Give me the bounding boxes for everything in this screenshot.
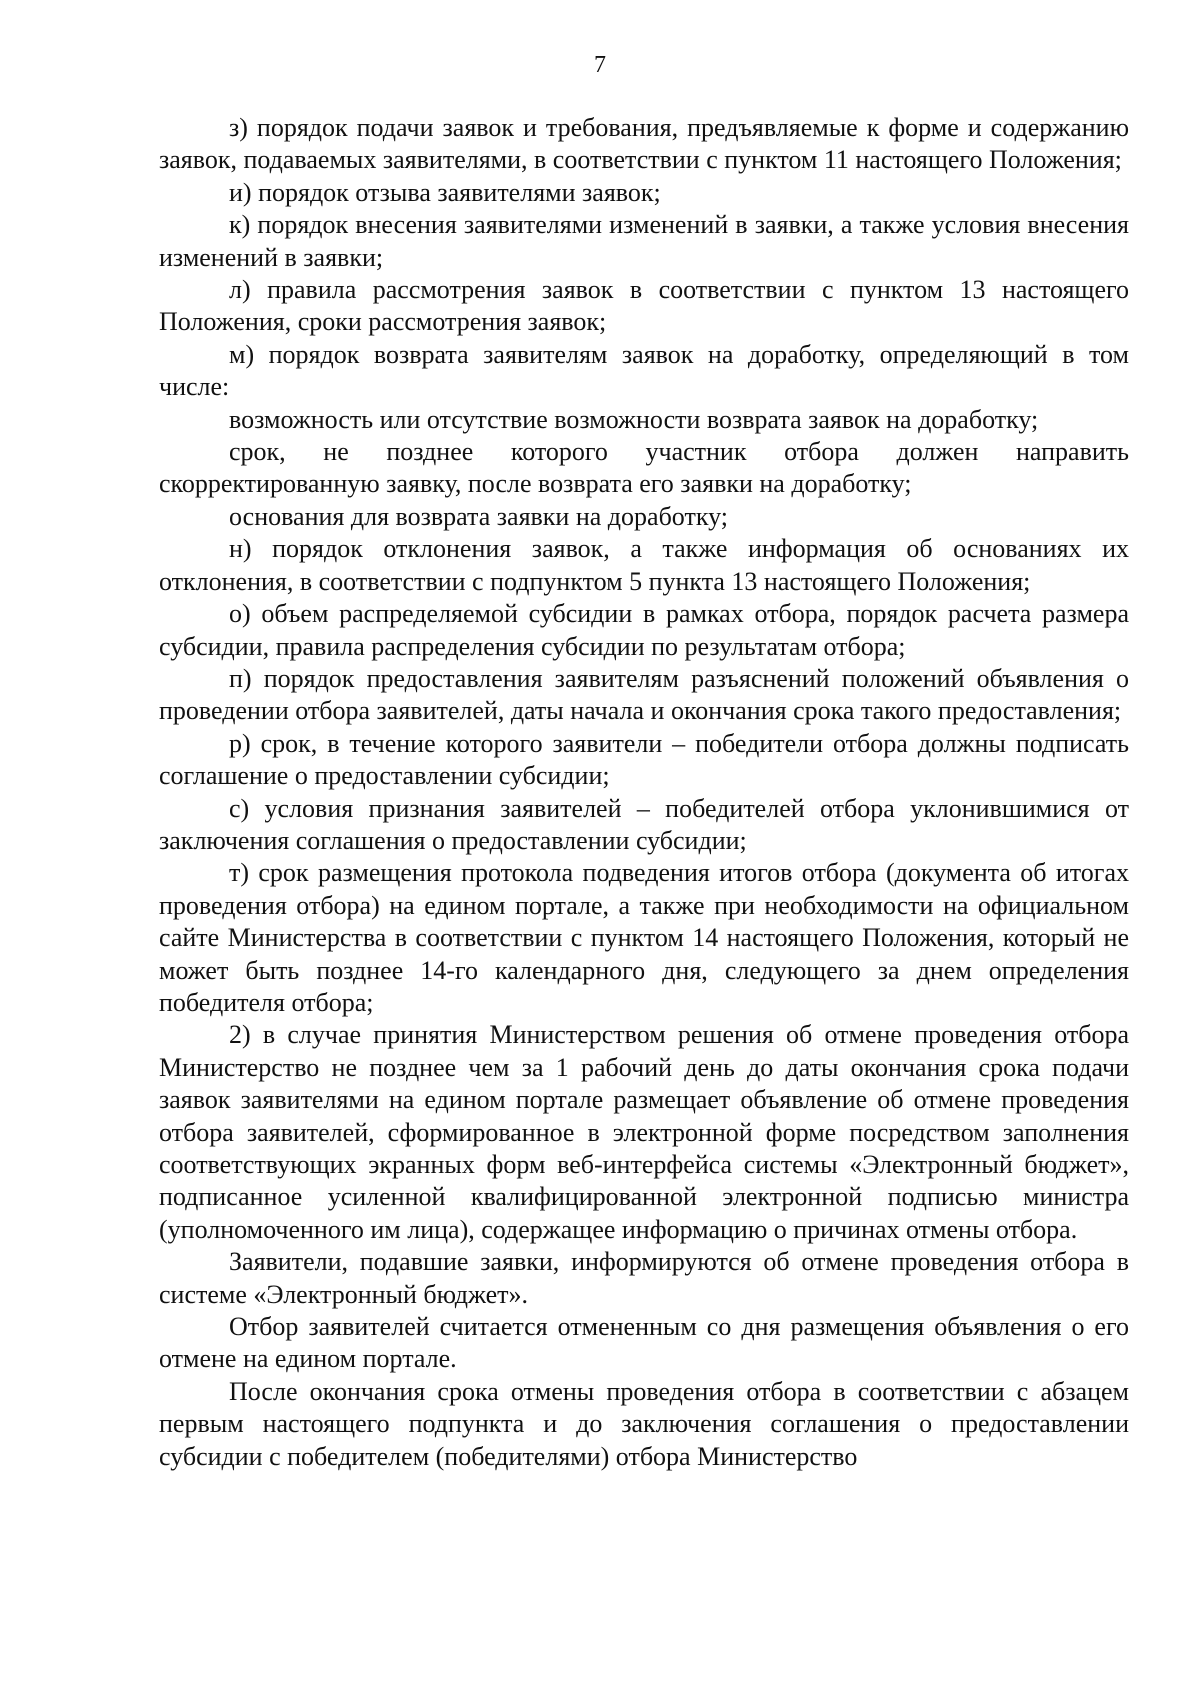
paragraph-selection-cancelled: Отбор заявителей считается отмененным со дня размещения объявления о его отмене на едином портале. (159, 1312, 1129, 1374)
paragraph-p: п) порядок предоставления заявителям разъяснений положений объявления о проведении отбора заявителей, даты начала и окончания срока такого предоставления; (159, 663, 1129, 726)
document-body (159, 112, 1129, 1473)
paragraph-t: т) срок размещения протокола подведения итогов отбора (документа об итогах проведения отбора) на едином портале, а также при необходимости на официальном сайте Министерства в соответствии с пунктом 14 настоящего Положения, который не может быть позднее 14-го календарного дня, следующего за днем определения победителя отбора; (159, 858, 1129, 1017)
paragraph-after-cancellation: После окончания срока отмены проведения отбора в соответствии с абзацем первым настоящего подпункта и до заключения соглашения о предоставлении субсидии с победителем (победителями) отбора Министерство (159, 1376, 1129, 1471)
paragraph-m-possibility: возможность или отсутствие возможности возврата заявок на доработку; (229, 404, 1039, 434)
paragraph-o: о) объем распределяемой субсидии в рамках отбора, порядок расчета размера субсидии, правила распределения субсидии по результатам отбора; (159, 599, 1129, 661)
paragraph-l: л) правила рассмотрения заявок в соответствии с пунктом 13 настоящего Положения, сроки рассмотрения заявок; (159, 275, 1129, 337)
paragraph-k: к) порядок внесения заявителями изменений в заявки, а также условия внесения изменений в заявки; (159, 210, 1129, 272)
paragraph-i: и) порядок отзыва заявителями заявок; (229, 177, 661, 207)
paragraph-applicants-informed: Заявители, подавшие заявки, информируются об отмене проведения отбора в системе «Электронный бюджет». (159, 1247, 1129, 1309)
paragraph-n: н) порядок отклонения заявок, а также информация об основаниях их отклонения, в соответствии с подпунктом 5 пункта 13 настоящего Положения; (159, 534, 1129, 596)
paragraph-s: с) условия признания заявителей – победителей отбора уклонившимися от заключения соглашения о предоставлении субсидии; (159, 793, 1129, 855)
page-number: 7 (594, 52, 606, 78)
paragraph-m-grounds: основания для возврата заявки на доработку; (229, 501, 728, 531)
paragraph-m: м) порядок возврата заявителям заявок на доработку, определяющий в том числе: (159, 339, 1129, 402)
paragraph-m-deadline: срок, не позднее которого участник отбора должен направить скорректированную заявку, после возврата его заявки на доработку; (159, 437, 1129, 499)
paragraph-z: з) порядок подачи заявок и требования, предъявляемые к форме и содержанию заявок, подаваемых заявителями, в соответствии с пунктом 11 настоящего Положения; (159, 113, 1129, 175)
paragraph-2: 2) в случае принятия Министерством решения об отмене проведения отбора Министерство не позднее чем за 1 рабочий день до даты окончания срока подачи заявок заявителями на едином портале размещает объявление об отмене проведения отбора заявителей, сформированное в электронной форме посредством заполнения соответствующих экранных форм веб-интерфейса системы «Электронный бюджет», подписанное усиленной квалифицированной электронной подписью министра (уполномоченного им лица), содержащее информацию о причинах отмены отбора. (159, 1020, 1129, 1244)
paragraph-r: р) срок, в течение которого заявители – победители отбора должны подписать соглашение о предоставлении субсидии; (159, 728, 1129, 791)
